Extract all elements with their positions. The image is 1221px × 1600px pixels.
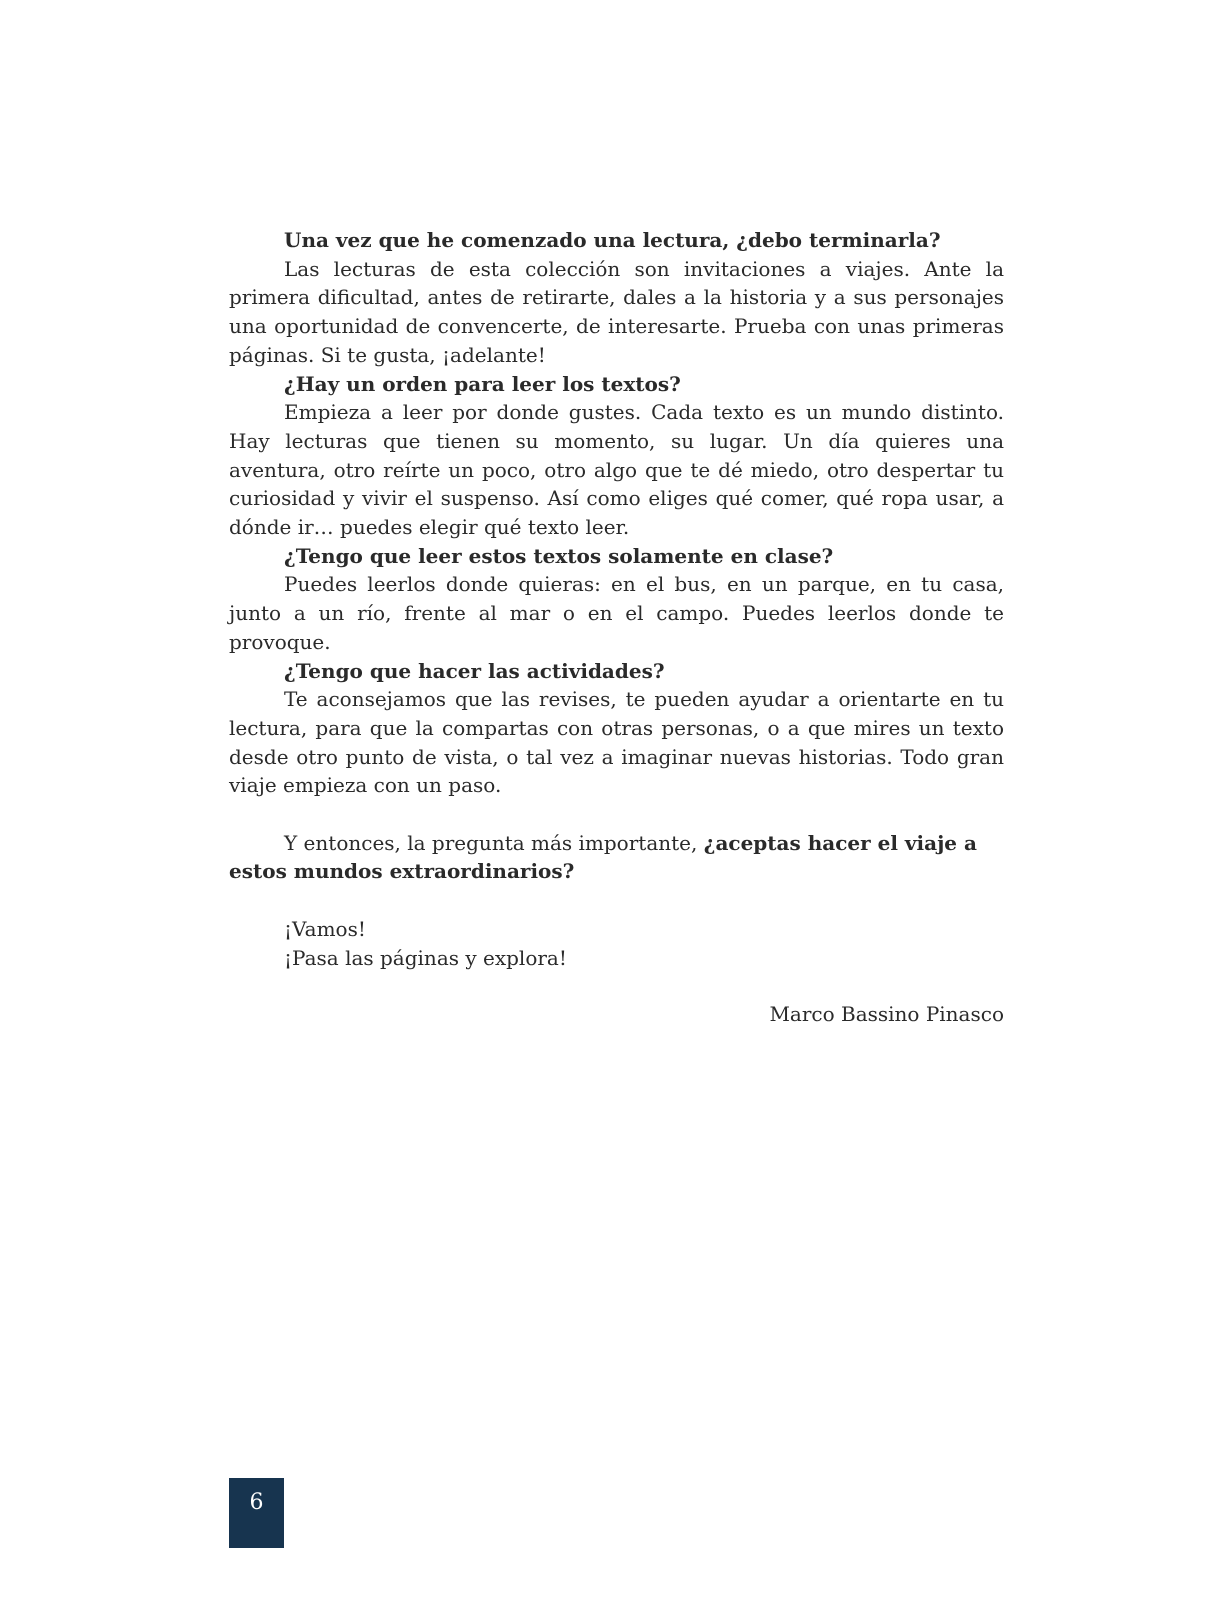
page-body (229, 226, 1004, 1029)
answer-paragraph: Te aconsejamos que las revises, te pueden ayudar a orientarte en tu lectura, para que la compartas con otras personas, o a que mires un texto desde otro punto de vista, o tal vez a imaginar nuevas historias. Todo gran viaje empieza con un paso. (229, 687, 1004, 798)
answer-paragraph: Las lecturas de esta colección son invitaciones a viajes. Ante la primera dificultad, antes de retirarte, dales a la historia y a sus personajes una oportunidad de convencerte, de interesarte. Prueba con unas primeras páginas. Si te gusta, ¡adelante! (229, 256, 1004, 367)
closing-lead: Y entonces, la pregunta más importante, (284, 830, 704, 855)
spacer (229, 972, 1004, 1000)
explora-line: ¡Pasa las páginas y explora! (284, 945, 567, 970)
page-number-badge (229, 1478, 284, 1548)
question-heading: ¿Tengo que hacer las actividades? (284, 658, 665, 683)
author-signature: Marco Bassino Pinasco (769, 1002, 1004, 1027)
question-heading: Una vez que he comenzado una lectura, ¿debo terminarla? (284, 228, 941, 252)
page-number: 6 (249, 1490, 264, 1515)
closing-bold: ¿aceptas hacer el viaje a estos mundos extraordinarios? (229, 830, 977, 884)
question-heading: ¿Hay un orden para leer los textos? (284, 371, 681, 396)
vamos-line: ¡Vamos! (284, 916, 366, 941)
answer-paragraph: Empieza a leer por donde gustes. Cada texto es un mundo distinto. Hay lecturas que tienen su momento, su lugar. Un día quieres una aventura, otro reírte un poco, otro algo que te dé miedo, otro despertar tu curiosidad y vivir el suspenso. Así como eliges qué comer, qué ropa usar, a dónde ir… puedes elegir qué texto leer. (229, 400, 1004, 540)
question-heading: ¿Tengo que leer estos textos solamente en clase? (284, 543, 834, 568)
closing-question (229, 829, 1004, 886)
answer-paragraph: Puedes leerlos donde quieras: en el bus, en un parque, en tu casa, junto a un río, frente al mar o en el campo. Puedes leerlos donde te provoque. (229, 572, 1004, 654)
spacer (229, 886, 1004, 915)
spacer (229, 800, 1004, 829)
